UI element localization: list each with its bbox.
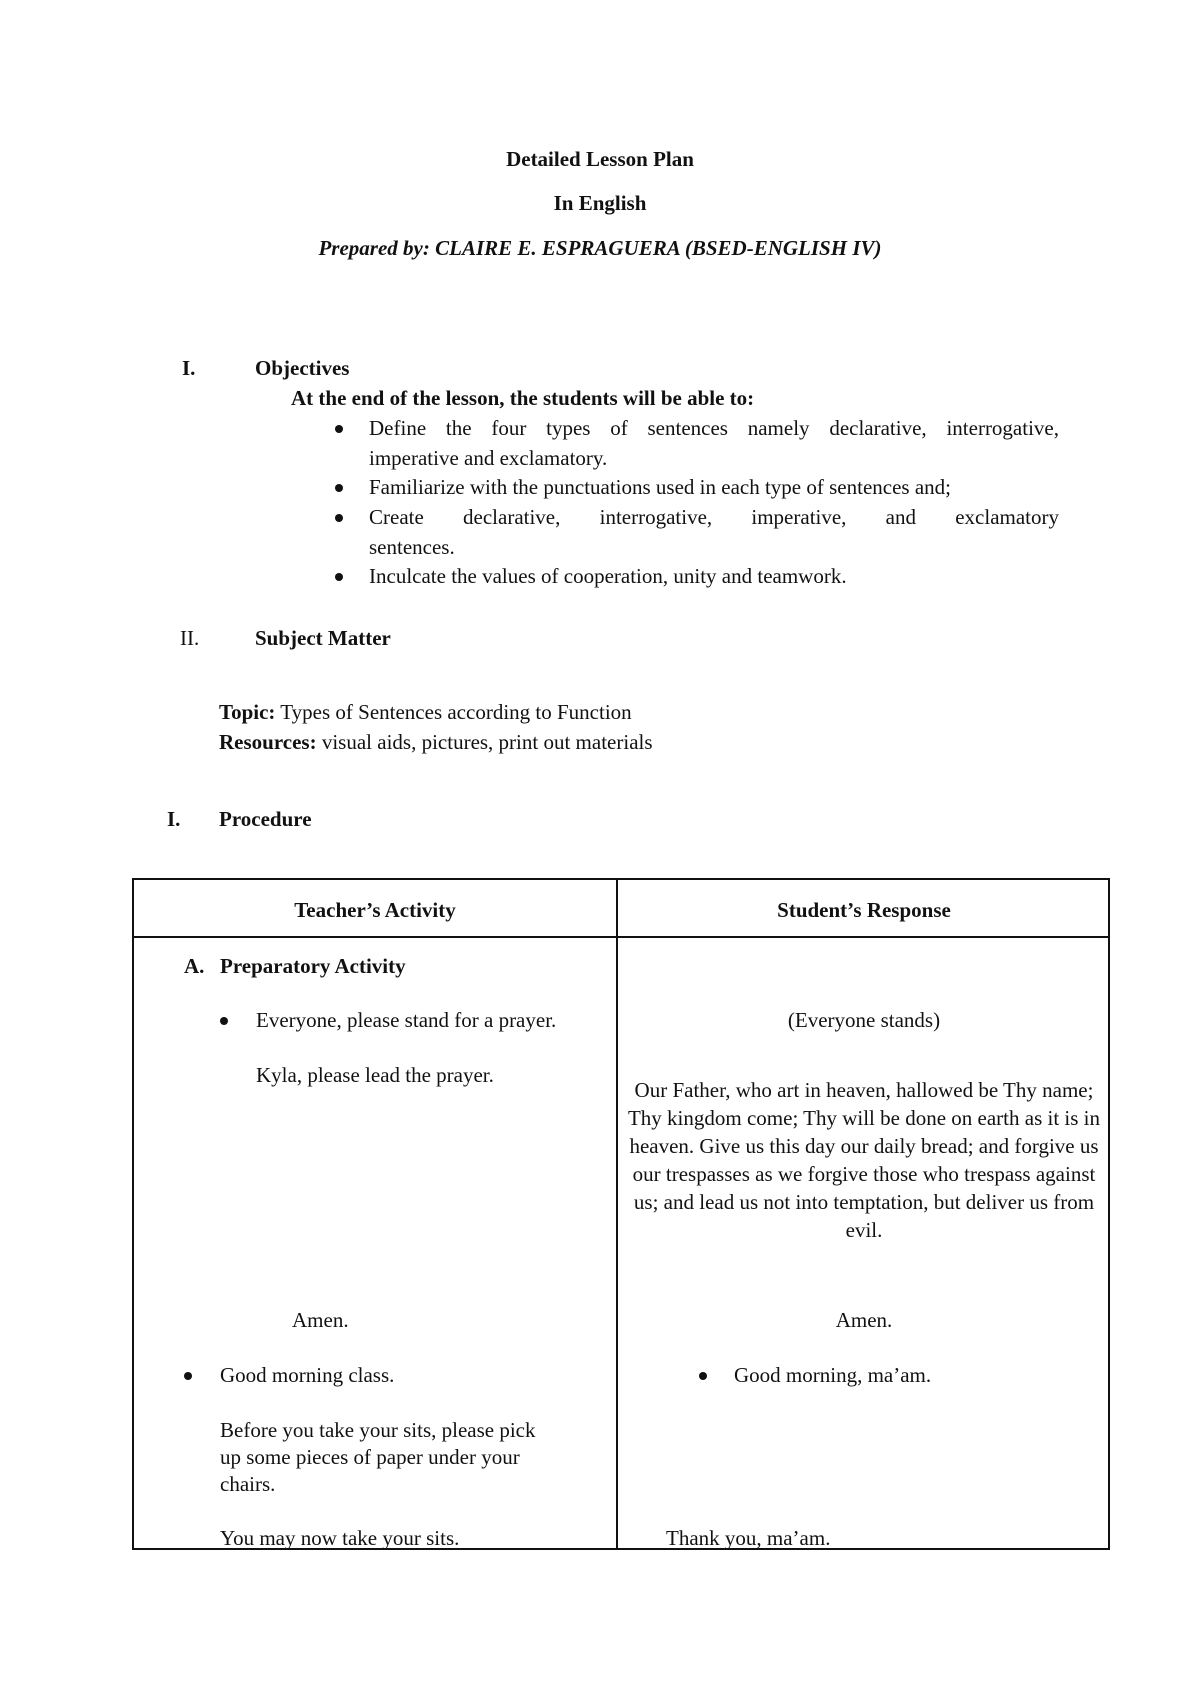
bullet-icon [184, 1372, 192, 1380]
teacher-amen: Amen. [292, 1308, 349, 1332]
bullet-icon [699, 1372, 707, 1380]
section-title: Preparatory Activity [220, 954, 406, 978]
bullet-icon [220, 1017, 228, 1025]
teacher-pick-paper-line3: chairs. [220, 1472, 276, 1496]
resources-value: visual aids, pictures, print out materials [321, 730, 653, 754]
bullet-icon [335, 484, 343, 492]
student-stands: (Everyone stands) [787, 1008, 941, 1032]
objective-item-3-line1: Create declarative, interrogative, imperative, and exclamatory [369, 505, 1059, 529]
topic-value: Types of Sentences according to Function [280, 700, 632, 724]
header-divider [134, 936, 1108, 938]
objectives-intro: At the end of the lesson, the students will be able to: [291, 386, 755, 410]
teacher-activity-header: Teacher’s Activity [294, 898, 456, 922]
section-letter: A. [184, 954, 205, 978]
student-greeting: Good morning, ma’am. [734, 1363, 932, 1387]
student-thanks: Thank you, ma’am. [666, 1526, 831, 1550]
teacher-greeting: Good morning class. [220, 1363, 395, 1387]
procedure-numeral: I. [167, 807, 181, 831]
topic-line [219, 700, 632, 725]
teacher-lead-prayer: Kyla, please lead the prayer. [256, 1063, 494, 1087]
student-response-header: Student’s Response [777, 898, 951, 922]
prepared-by: Prepared by: CLAIRE E. ESPRAGUERA (BSED-ENGLISH IV) [318, 236, 882, 260]
teacher-prayer-request: Everyone, please stand for a prayer. [256, 1008, 557, 1032]
objective-item-4-line1: Inculcate the values of cooperation, unity and teamwork. [369, 564, 847, 588]
subject-matter-numeral: II. [180, 626, 200, 650]
document-title: Detailed Lesson Plan [506, 147, 694, 171]
teacher-pick-paper-line2: up some pieces of paper under your [220, 1445, 520, 1469]
objective-item-1-line1: Define the four types of sentences namely declarative, interrogative, [369, 416, 1059, 440]
document-subtitle: In English [553, 191, 647, 215]
teacher-take-sits: You may now take your sits. [220, 1526, 460, 1550]
subject-matter-heading: Subject Matter [255, 626, 391, 650]
objective-item-3-line2: sentences. [369, 535, 455, 559]
topic-label: Topic: [219, 700, 276, 724]
objectives-numeral: I. [182, 356, 196, 380]
procedure-heading: Procedure [219, 807, 312, 831]
bullet-icon [335, 425, 343, 433]
bullet-icon [335, 514, 343, 522]
objective-item-2-line1: Familiarize with the punctuations used in each type of sentences and; [369, 475, 951, 499]
bullet-icon [335, 573, 343, 581]
student-prayer: Our Father, who art in heaven, hallowed be Thy name; Thy kingdom come; Thy will be done on earth as it is in heaven. Give us this day our daily bread; and forgive us our trespasses as we forgive those who trespass against us; and lead us not into temptation, but deliver us from evil. [627, 1078, 1101, 1242]
resources-label: Resources: [219, 730, 317, 754]
objective-item-1-line2: imperative and exclamatory. [369, 446, 608, 470]
procedure-table [132, 878, 1110, 1550]
teacher-pick-paper-line1: Before you take your sits, please pick [220, 1418, 536, 1442]
student-amen: Amen. [835, 1308, 893, 1332]
objectives-heading: Objectives [255, 356, 350, 380]
resources-line [219, 730, 653, 755]
